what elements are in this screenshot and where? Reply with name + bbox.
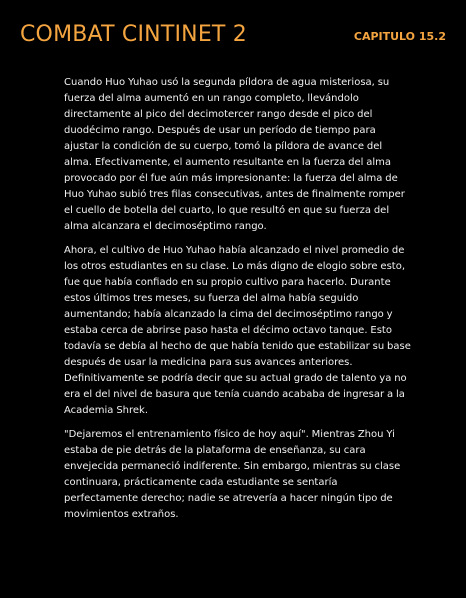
paragraph-1: Cuando Huo Yuhao usó la segunda píldora de agua misteriosa, su fuerza del alma aumentó en un rango completo, llevándolo directamente al pico del decimotercer rango desde el pico del duodécimo rango. Después de usar un período de tiempo para ajustar la condición de su cuerpo, tomó la píldora de avance del alma. Efectivamente, el aumento resultante en la fuerza del alma provocado por él fue aún más impresionante: la fuerza del alma de Huo Yuhao subió tres filas consecutivas, antes de finalmente romper el cuello de botella del cuarto, lo que resultó en que su fuerza del alma alcanzara el decimoséptimo rango. bbox=[64, 77, 405, 232]
paragraph-2: Ahora, el cultivo de Huo Yuhao había alcanzado el nivel promedio de los otros estudiantes en su clase. Lo más digno de elogio sobre esto, fue que había confiado en su propio cultivo para hacerlo. Durante estos últimos tres meses, su fuerza del alma había seguido aumentando; había alcanzado la cima del decimoséptimo rango y estaba cerca de abrirse paso hasta el décimo octavo tanque. Esto todavía se debía al hecho de que había tenido que estabilizar su base después de usar la medicina para sus avances anteriores. Definitivamente se podría decir que su actual grado de talento ya no era el del nivel de basura que tenía cuando acababa de ingresar a la Academia Shrek. bbox=[64, 245, 411, 416]
chapter-label: CAPITULO 15.2 bbox=[353, 30, 446, 43]
page-title: COMBAT CINTINET 2 bbox=[20, 22, 247, 47]
paragraph-3: "Dejaremos el entrenamiento físico de hoy aquí". Mientras Zhou Yi estaba de pie detrás de la plataforma de enseñanza, su cara envejecida permaneció indiferente. Sin embargo, mientras su clase continuara, prácticamente cada estudiante se sentaría perfectamente derecho; nadie se atrevería a hacer ningún tipo de movimientos extraños. bbox=[64, 429, 401, 520]
page-header bbox=[20, 20, 446, 54]
chapter-text bbox=[64, 75, 411, 531]
